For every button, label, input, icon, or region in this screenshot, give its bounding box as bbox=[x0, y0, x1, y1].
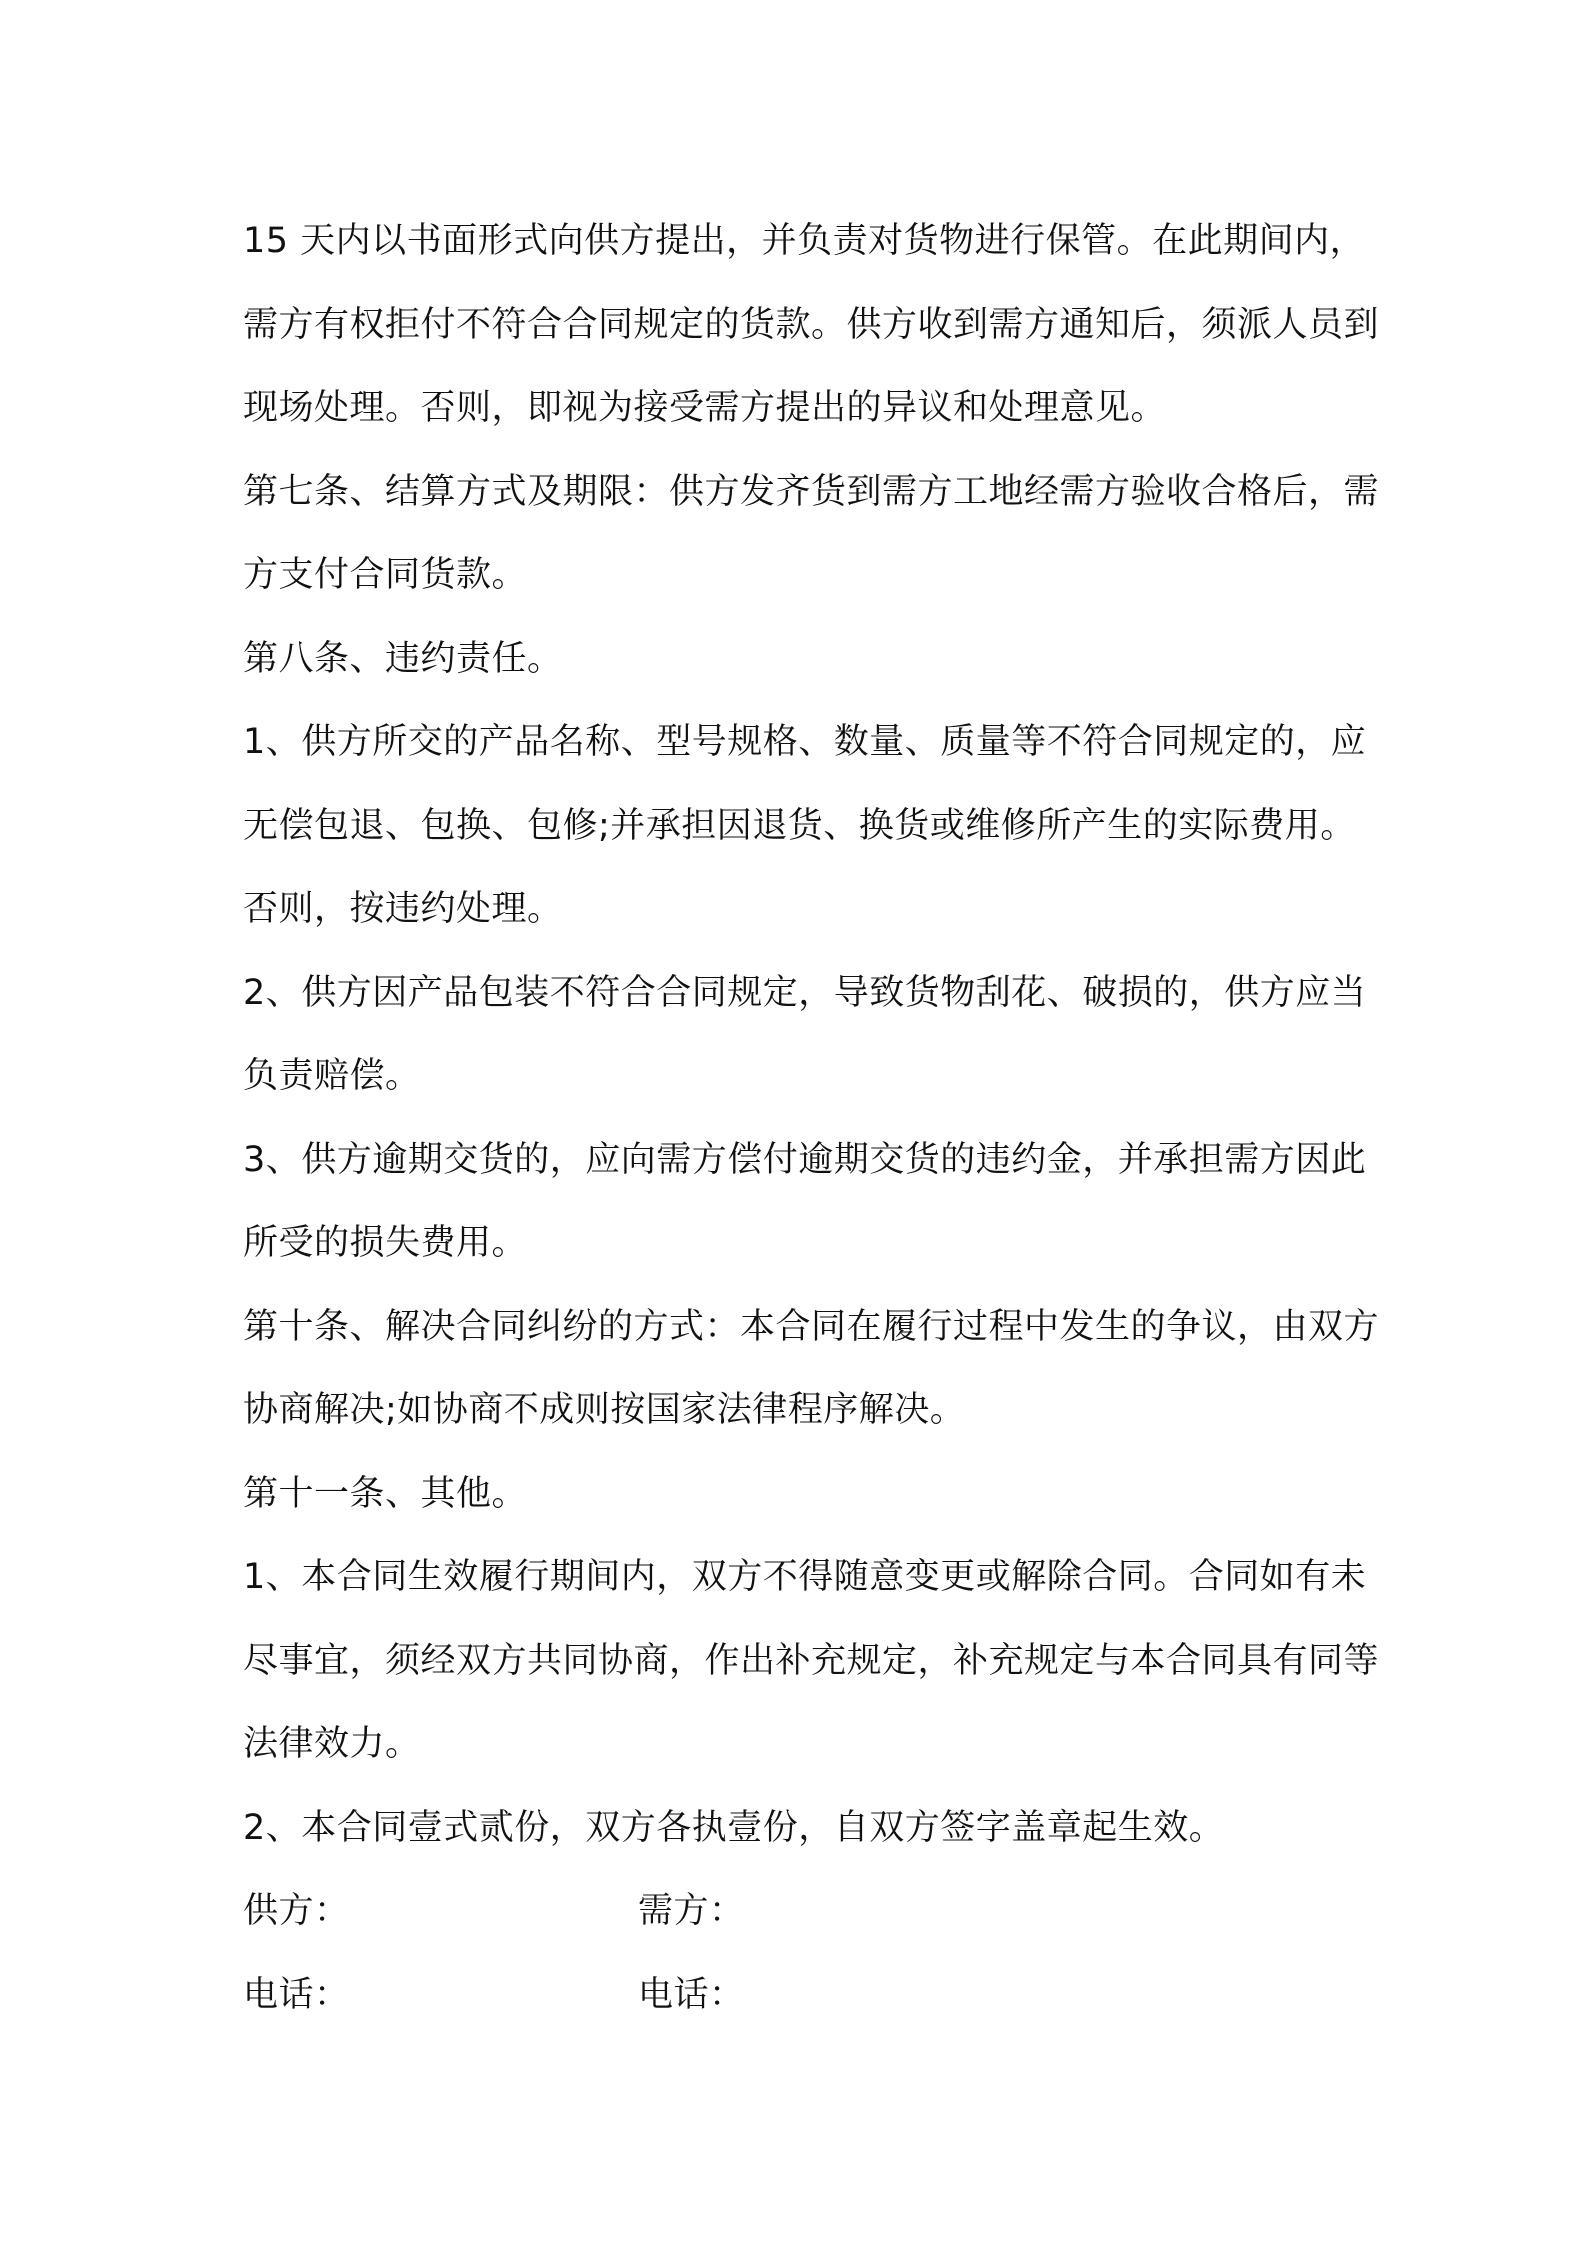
paragraph-article-11-item-1: 1、本合同生效履行期间内，双方不得随意变更或解除合同。合同如有未尽事宜，须经双方共同协商，作出补充规定，补充规定与本合同具有同等法律效力。 bbox=[243, 1557, 1380, 1764]
paragraph-article-11-item-2: 2、本合同壹式贰份，双方各执壹份，自双方签字盖章起生效。 bbox=[243, 1807, 1225, 1848]
paragraph-article-8-item-1: 1、供方所交的产品名称、型号规格、数量、质量等不符合同规定的，应无偿包退、包换、包修;并承担因退货、换货或维修所产生的实际费用。否则，按违约处理。 bbox=[243, 722, 1367, 929]
paragraph-article-8-item-2: 2、供方因产品包装不符合合同规定，导致货物刮花、破损的，供方应当负责赔偿。 bbox=[243, 972, 1367, 1096]
paragraph-article-7-settlement: 第七条、结算方式及期限：供方发齐货到需方工地经需方验收合格后，需方支付合同货款。 bbox=[243, 471, 1380, 595]
signature-phone-row bbox=[243, 1954, 1383, 2038]
buyer-phone-label: 电话： bbox=[638, 1974, 745, 2015]
paragraph-article-11-heading: 第十一条、其他。 bbox=[243, 1473, 528, 1514]
contract-body bbox=[243, 200, 1383, 2037]
supplier-phone-label: 电话： bbox=[243, 1974, 350, 2015]
paragraph-article-8-item-3: 3、供方逾期交货的，应向需方偿付逾期交货的违约金，并承担需方因此所受的损失费用。 bbox=[243, 1139, 1367, 1263]
paragraph-inspection-period: 15 天内以书面形式向供方提出，并负责对货物进行保管。在此期间内，需方有权拒付不符合合同规定的货款。供方收到需方通知后，须派人员到现场处理。否则，即视为接受需方提出的异议和处理意见。 bbox=[243, 221, 1380, 428]
buyer-label: 需方： bbox=[638, 1891, 745, 1931]
signature-party-row bbox=[243, 1870, 1383, 1954]
paragraph-article-8-heading: 第八条、违约责任。 bbox=[243, 638, 563, 679]
paragraph-article-10-disputes: 第十条、解决合同纠纷的方式：本合同在履行过程中发生的争议，由双方协商解决;如协商不成则按国家法律程序解决。 bbox=[243, 1306, 1380, 1430]
supplier-label: 供方： bbox=[243, 1891, 350, 1931]
